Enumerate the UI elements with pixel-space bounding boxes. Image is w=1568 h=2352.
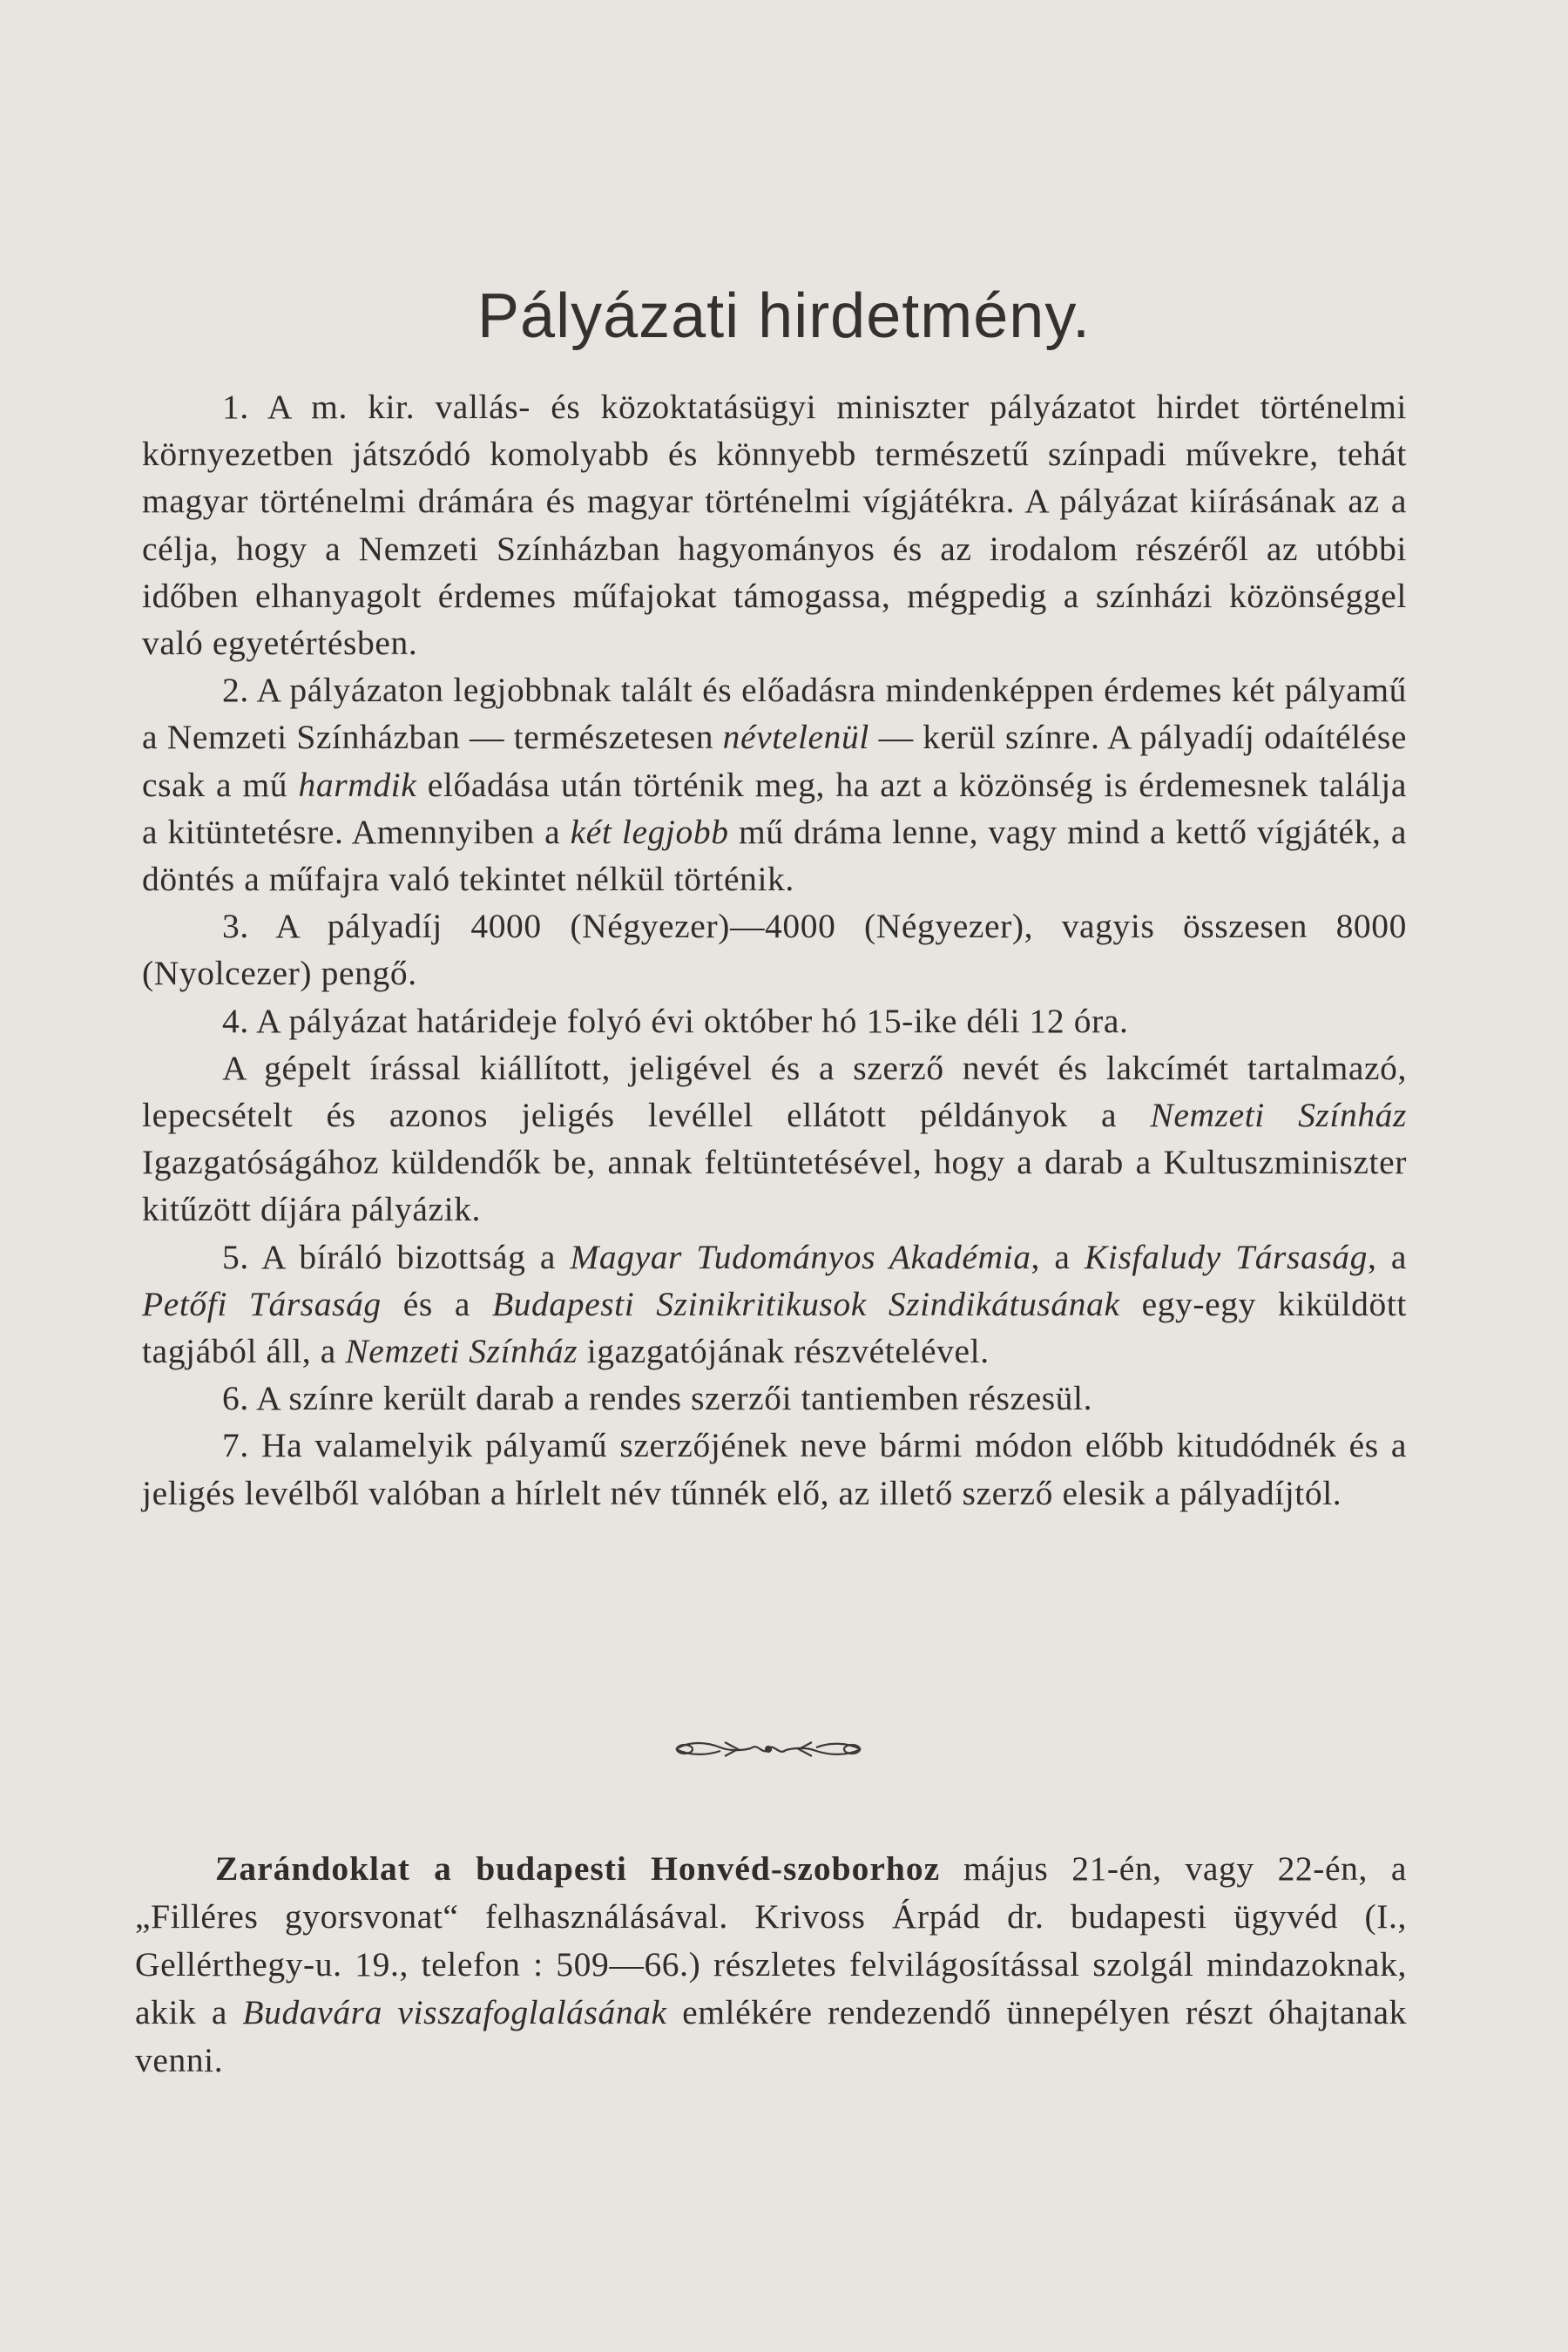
paragraph-5: 5. A bíráló bizottság a Magyar Tudományos Akadémia, a Kisfaludy Társaság, a Petőfi Társaság és a Budapesti Szinikritikusok Szindikátusának egy-egy kiküldött tagjából áll, a Nemzeti Színház igazgatójának részvételével. bbox=[142, 1237, 1408, 1371]
paragraph-4: 4. A pályázat határideje folyó évi október hó 15-ike déli 12 óra. bbox=[222, 1001, 1129, 1040]
notice-paragraph: Zarándoklat a budapesti Honvéd-szoborhoz május 21-én, vagy 22-én, a „Filléres gyorsvonat“ felhasználásával. Krivoss Árpád dr. budapesti ügyvéd (I., Gellérthegy-u. 19., telefon : 509—66.) részletes felvilágosítással szolgál mindazoknak, akik a Budavára visszafoglalásának emlékére rendezendő ünnepélyen részt óhajtanak venni. bbox=[135, 1849, 1407, 2079]
paragraph-6: 6. A színre került darab a rendes szerzői tantiemben részesül. bbox=[222, 1379, 1093, 1418]
paragraph-3: 3. A pályadíj 4000 (Négyezer)—4000 (Négyezer), vagyis összesen 8000 (Nyolcezer) pengő. bbox=[142, 907, 1407, 993]
paragraph-4-detail: A gépelt írással kiállított, jeligével és a szerző nevét és lakcímét tartalmazó, lepecsételt és azonos jeligés levéllel ellátott példányok a Nemzeti Színház Igazgatóságához küldendők be, annak feltüntetésével, hogy a darab a Kultuszminiszter kitűzött díjára pályázik. bbox=[142, 1048, 1407, 1229]
pilgrimage-notice bbox=[135, 1845, 1407, 2085]
announcement-body bbox=[142, 383, 1407, 1517]
page-title: Pályázati hirdetmény. bbox=[477, 281, 1091, 351]
notice-heading: Zarándoklat a budapesti Honvéd-szoborhoz bbox=[215, 1849, 941, 1888]
ornament-divider-icon bbox=[672, 1732, 864, 1767]
paragraph-7: 7. Ha valamelyik pályamű szerzőjének neve bármi módon előbb kitudódnék és a jeligés levélből valóban a hírlelt név tűnnék elő, az illető szerző elesik a pályadíjtól. bbox=[142, 1426, 1407, 1512]
paragraph-1: 1. A m. kir. vallás- és közoktatásügyi miniszter pályázatot hirdet történelmi környezetben játszódó komolyabb és könnyebb természetű színpadi művekre, tehát magyar történelmi drámára és magyar történelmi vígjátékra. A pályázat kiírásának az a célja, hogy a Nemzeti Színházban hagyományos és az irodalom részéről az utóbbi időben elhanyagolt érdemes műfajokat támogassa, mégpedig a színházi közönséggel való egyetértésben. bbox=[142, 388, 1407, 663]
paragraph-2: 2. A pályázaton legjobbnak talált és előadásra mindenképpen érdemes két pályamű a Nemzeti Színházban — természetesen névtelenül — kerül színre. A pályadíj odaítélése csak a mű harmdik előadása után történik meg, ha azt a közönség is érdemesnek találja a kitüntetésre. Amennyiben a két legjobb mű dráma lenne, vagy mind a kettő vígjáték, a döntés a műfajra való tekintet nélkül történik. bbox=[142, 671, 1408, 899]
